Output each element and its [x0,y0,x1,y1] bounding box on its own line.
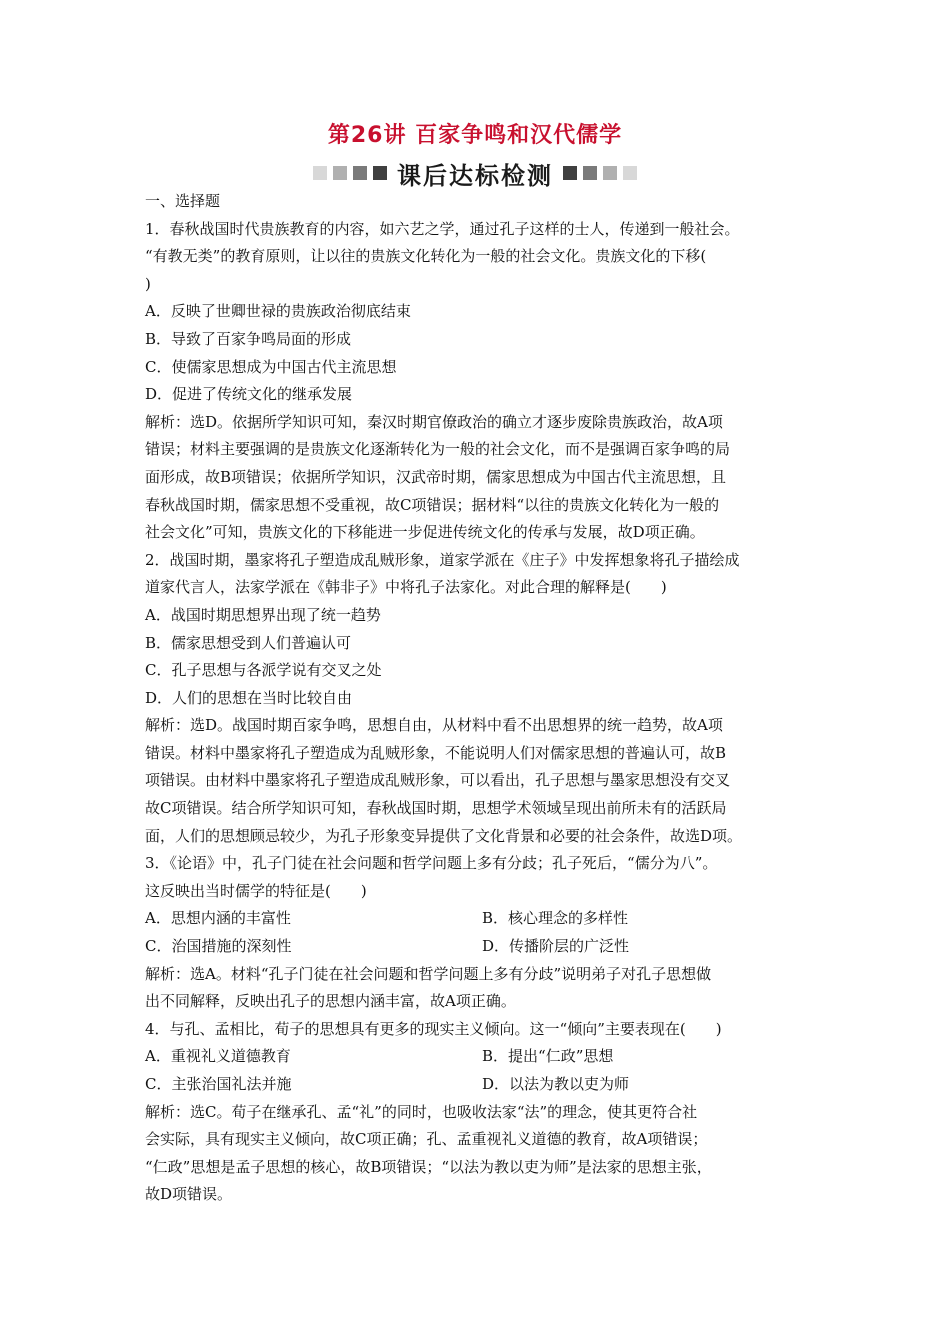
analysis-line: 社会文化”可知，贵族文化的下移能进一步促进传统文化的传承与发展，故D项正确。 [145,523,705,542]
analysis-line: 面，人们的思想顾忌较少，为孔子形象变异提供了文化背景和必要的社会条件，故选D项。 [145,826,743,845]
option-d: D．传播阶层的广泛性 [482,937,630,956]
analysis-line: 解析：选D。战国时期百家争鸣，思想自由，从材料中看不出思想界的统一趋势，故A项 [145,716,723,735]
question-stem-line: 这反映出当时儒学的特征是( ) [145,881,367,900]
question-stem-line: 1．春秋战国时代贵族教育的内容，如六艺之学，通过孔子这样的士人，传递到一般社会。 [145,219,740,238]
analysis-line: 面形成，故B项错误；依据所学知识，汉武帝时期，儒家思想成为中国古代主流思想，且 [145,467,727,486]
option-b: B．儒家思想受到人们普遍认可 [145,633,352,652]
option-b: B．提出“仁政”思想 [482,1047,614,1066]
option-row [145,905,815,933]
analysis-line: 项错误。由材料中墨家将孔子塑造成乱贼形象，可以看出，孔子思想与墨家思想没有交叉 [145,771,731,790]
option-a: A．反映了世卿世禄的贵族政治彻底结束 [145,302,411,321]
question-stem-line: 3．《论语》中，孔子门徒在社会问题和哲学问题上多有分歧；孔子死后，“儒分为八”。 [145,854,718,873]
question-1 [145,216,815,547]
question-2 [145,547,815,851]
option-c: C．孔子思想与各派学说有交叉之处 [145,661,382,680]
option-c: C．主张治国礼法并施 [145,1075,292,1093]
question-3 [145,850,815,1016]
analysis-line: 错误；材料主要强调的是贵族文化逐渐转化为一般的社会文化，而不是强调百家争鸣的局 [145,440,731,459]
option-d: D．人们的思想在当时比较自由 [145,688,353,707]
option-c: C．使儒家思想成为中国古代主流思想 [145,357,397,376]
analysis-line: 解析：选D。依据所学知识可知，秦汉时期官僚政治的确立才逐步废除贵族政治，故A项 [145,412,723,431]
question-stem-line: 道家代言人，法家学派在《韩非子》中将孔子法家化。对此合理的解释是( ) [145,578,667,597]
analysis-line: 春秋战国时期，儒家思想不受重视，故C项错误；据材料“以往的贵族文化转化为一般的 [145,495,720,514]
question-4 [145,1016,815,1209]
page-title: 第26讲 百家争鸣和汉代儒学 [327,123,623,148]
question-stem-line: ) [145,274,151,293]
banner-left-squares [313,166,387,180]
analysis-line: 出不同解释，反映出孔子的思想内涵丰富，故A项正确。 [145,992,516,1011]
analysis-line: 错误。材料中墨家将孔子塑造成为乱贼形象，不能说明人们对儒家思想的普遍认可，故B [145,743,727,762]
analysis-line: “仁政”思想是孟子思想的核心，故B项错误；“以法为教以吏为师”是法家的思想主张， [145,1157,712,1176]
analysis-line: 会实际，具有现实主义倾向，故C项正确；孔、孟重视礼义道德的教育，故A项错误； [145,1130,708,1149]
analysis-line: 故D项错误。 [145,1185,233,1204]
banner-right-squares [563,166,637,180]
section-banner [0,156,950,190]
analysis-line: 故C项错误。结合所学知识可知，春秋战国时期，思想学术领域呈现出前所未有的活跃局 [145,799,727,818]
option-d: D．促进了传统文化的继承发展 [145,385,353,404]
option-row [145,1071,815,1099]
option-a: A．战国时期思想界出现了统一趋势 [145,605,381,624]
option-d: D．以法为教以吏为师 [482,1075,630,1093]
option-row [145,933,815,961]
document-body [145,188,815,1209]
option-row [145,1043,815,1071]
option-a: A．重视礼义道德教育 [145,1047,291,1066]
banner-title: 课后达标检测 [397,161,553,190]
question-stem-line: “有教无类”的教育原则，让以往的贵族文化转化为一般的社会文化。贵族文化的下移( [145,247,707,266]
option-b: B．导致了百家争鸣局面的形成 [145,329,352,348]
section-heading: 一、选择题 [145,192,221,210]
question-stem-line: 2．战国时期，墨家将孔子塑造成乱贼形象，道家学派在《庄子》中发挥想象将孔子描绘成 [145,550,740,569]
analysis-line: 解析：选A。材料“孔子门徒在社会问题和哲学问题上多有分歧”说明弟子对孔子思想做 [145,964,712,983]
option-c: C．治国措施的深刻性 [145,937,292,956]
option-b: B．核心理念的多样性 [482,909,629,928]
question-stem-line: 4．与孔、孟相比，荀子的思想具有更多的现实主义倾向。这一“倾向”主要表现在( ) [145,1019,722,1038]
option-a: A．思想内涵的丰富性 [145,909,291,928]
analysis-line: 解析：选C。荀子在继承孔、孟“礼”的同时，也吸收法家“法”的理念，使其更符合社 [145,1102,698,1121]
